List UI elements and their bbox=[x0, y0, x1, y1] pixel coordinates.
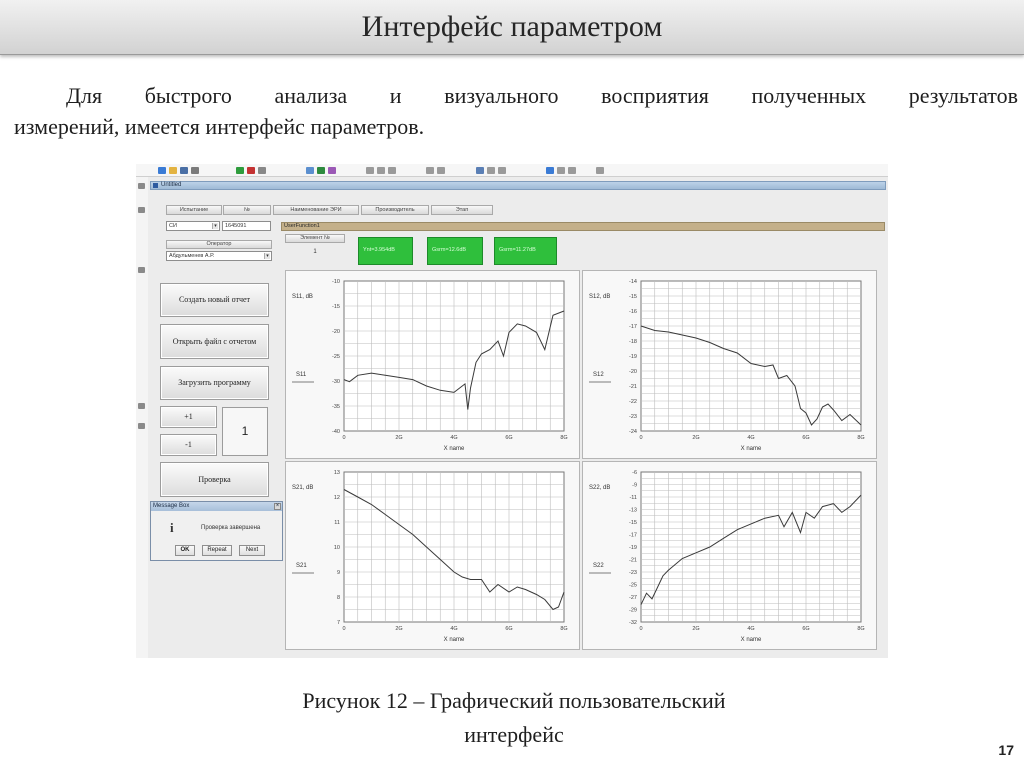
operator-label: Оператор bbox=[166, 240, 272, 249]
header-stage: Этап bbox=[431, 205, 493, 215]
plot-s11-svg bbox=[286, 271, 581, 460]
s11-x-tick-label: 2G bbox=[395, 435, 403, 441]
s21-x-tick-label: 2G bbox=[395, 626, 403, 632]
s22-x-tick-label: 8G bbox=[857, 626, 865, 632]
s21-y-tick-label: 9 bbox=[336, 570, 340, 576]
pause-icon[interactable] bbox=[258, 167, 266, 174]
s21-x-tick-label: 4G bbox=[450, 626, 458, 632]
s11-x-axis-label: X name bbox=[443, 446, 465, 452]
s21-y-axis-label: S21, dB bbox=[292, 485, 314, 491]
operator-value: Абдульменев А.Р. bbox=[169, 253, 215, 259]
undo-icon[interactable] bbox=[426, 167, 434, 174]
s11-series-label: S11 bbox=[296, 372, 307, 378]
check-button[interactable]: Проверка bbox=[160, 462, 269, 497]
align-icon[interactable] bbox=[487, 167, 495, 174]
s22-y-tick-label: -13 bbox=[629, 507, 637, 514]
indicator-1-text: Ynt=3.954dB bbox=[363, 247, 395, 253]
left-tool-strip bbox=[136, 177, 148, 658]
page-number: 17 bbox=[998, 742, 1014, 758]
s12-y-tick-label: -17 bbox=[629, 324, 637, 330]
s11-y-tick-label: -35 bbox=[332, 404, 340, 410]
s22-y-tick-label: -23 bbox=[629, 570, 637, 576]
s12-y-tick-label: -16 bbox=[629, 309, 637, 315]
userfunction-bar: UserFunction1 bbox=[281, 222, 885, 231]
s21-y-tick-label: 7 bbox=[336, 620, 340, 626]
repeat-button[interactable]: Repeat bbox=[202, 545, 232, 556]
s12-y-axis-label: S12, dB bbox=[589, 294, 611, 300]
redo-icon[interactable] bbox=[437, 167, 445, 174]
increment-button[interactable]: +1 bbox=[160, 406, 217, 428]
scroll-tool-icon[interactable] bbox=[138, 423, 145, 429]
s11-y-axis-label: S11, dB bbox=[292, 294, 313, 300]
window-title: Untitled bbox=[161, 182, 182, 188]
s12-y-tick-label: -23 bbox=[629, 414, 637, 420]
message-box bbox=[150, 501, 283, 561]
s21-x-tick-label: 0 bbox=[342, 626, 346, 632]
ok-button[interactable]: OK bbox=[175, 545, 195, 556]
s22-x-tick-label: 6G bbox=[802, 626, 810, 632]
s21-x-tick-label: 8G bbox=[560, 626, 568, 632]
test-type-value: СИ bbox=[169, 223, 177, 229]
s11-y-tick-label: -25 bbox=[332, 354, 340, 360]
paste-icon[interactable] bbox=[388, 167, 396, 174]
s22-y-tick-label: -32 bbox=[629, 620, 637, 626]
figure-caption-line-1: Рисунок 12 – Графический пользовательский bbox=[302, 688, 726, 713]
header-test: Испытание bbox=[166, 205, 222, 215]
new-file-icon[interactable] bbox=[158, 167, 166, 174]
pointer-tool-icon[interactable] bbox=[138, 183, 145, 189]
s12-y-tick-label: -18 bbox=[629, 339, 637, 345]
table-icon[interactable] bbox=[328, 167, 336, 174]
s12-y-tick-label: -19 bbox=[629, 354, 637, 360]
chevron-down-icon[interactable]: ▾ bbox=[264, 253, 270, 259]
s22-y-tick-label: -15 bbox=[629, 520, 637, 526]
slide-title: Интерфейс параметром bbox=[361, 10, 663, 43]
counter-display: 1 bbox=[222, 407, 268, 456]
load-program-button[interactable]: Загрузить программу bbox=[160, 366, 269, 400]
indicator-3-text: Gsrm=11.27dB bbox=[499, 247, 536, 253]
run-icon[interactable] bbox=[236, 167, 244, 174]
plot-panel-s21 bbox=[285, 461, 580, 650]
plot-panel-s22 bbox=[582, 461, 877, 650]
s22-x-axis-label: X name bbox=[740, 637, 762, 643]
s12-x-tick-label: 2G bbox=[692, 435, 700, 441]
s11-y-tick-label: -30 bbox=[332, 379, 340, 385]
s22-y-axis-label: S22, dB bbox=[589, 485, 611, 491]
header-number: № bbox=[223, 205, 271, 215]
chevron-down-icon[interactable]: ▾ bbox=[212, 223, 218, 229]
s22-series-label: S22 bbox=[593, 563, 604, 569]
print-icon[interactable] bbox=[191, 167, 199, 174]
app-screenshot bbox=[136, 164, 888, 658]
s22-x-tick-label: 4G bbox=[747, 626, 755, 632]
indicator-2 bbox=[427, 237, 483, 265]
window-titlebar[interactable] bbox=[150, 181, 886, 190]
text-tool-icon[interactable] bbox=[138, 207, 145, 213]
indicator-2-text: Gsrm=12.6dB bbox=[432, 247, 467, 253]
message-box-text: Проверка завершена bbox=[201, 525, 261, 531]
open-report-button[interactable]: Открыть файл с отчетом bbox=[160, 324, 269, 359]
message-box-titlebar[interactable] bbox=[151, 502, 282, 511]
s22-y-tick-label: -27 bbox=[629, 595, 637, 601]
s11-y-tick-label: -20 bbox=[332, 329, 340, 335]
open-folder-icon[interactable] bbox=[169, 167, 177, 174]
s22-x-tick-label: 0 bbox=[639, 626, 643, 632]
s12-y-tick-label: -20 bbox=[629, 369, 637, 375]
s12-x-tick-label: 0 bbox=[639, 435, 643, 441]
window-icon[interactable] bbox=[568, 167, 576, 174]
s12-series-label: S12 bbox=[593, 372, 604, 378]
s21-x-axis-label: X name bbox=[443, 637, 465, 643]
stop-icon[interactable] bbox=[247, 167, 255, 174]
s21-y-tick-label: 8 bbox=[336, 595, 340, 601]
window-icon bbox=[153, 183, 158, 188]
next-button[interactable]: Next bbox=[239, 545, 265, 556]
close-icon[interactable] bbox=[596, 167, 604, 174]
element-number-label: Элемент № bbox=[285, 234, 345, 243]
plot-s22-svg bbox=[583, 462, 878, 651]
s11-x-tick-label: 4G bbox=[450, 435, 458, 441]
save-icon[interactable] bbox=[180, 167, 188, 174]
test-type-select[interactable] bbox=[166, 221, 220, 231]
probe-tool-icon[interactable] bbox=[138, 403, 145, 409]
s11-y-tick-label: -40 bbox=[332, 429, 340, 435]
serial-number-input[interactable]: 1645091 bbox=[222, 221, 271, 231]
s12-x-tick-label: 4G bbox=[747, 435, 755, 441]
wire-tool-icon[interactable] bbox=[138, 267, 145, 273]
s22-y-tick-label: -25 bbox=[629, 582, 637, 589]
s12-y-tick-label: -21 bbox=[629, 384, 637, 390]
create-report-button[interactable]: Создать новый отчет bbox=[160, 283, 269, 317]
s12-x-axis-label: X name bbox=[740, 446, 762, 452]
zoom-icon[interactable] bbox=[476, 167, 484, 174]
plot-panel-s12 bbox=[582, 270, 877, 459]
element-number-value: 1 bbox=[313, 249, 317, 255]
s21-series-label: S21 bbox=[296, 563, 307, 569]
indicator-3 bbox=[494, 237, 557, 265]
s21-y-tick-label: 10 bbox=[333, 545, 340, 551]
indicator-1 bbox=[358, 237, 413, 265]
intro-text bbox=[14, 80, 1018, 142]
s22-y-tick-label: -6 bbox=[632, 470, 637, 476]
slide-title-bar bbox=[0, 0, 1024, 55]
figure-caption-line-2: интерфейс bbox=[464, 722, 564, 747]
header-device-name: Наименование ЭРИ bbox=[273, 205, 359, 215]
s21-y-tick-label: 13 bbox=[333, 470, 340, 476]
help-icon[interactable] bbox=[546, 167, 554, 174]
s11-x-tick-label: 0 bbox=[342, 435, 346, 441]
settings-icon[interactable] bbox=[557, 167, 565, 174]
copy-icon[interactable] bbox=[377, 167, 385, 174]
grid-icon[interactable] bbox=[498, 167, 506, 174]
s21-y-tick-label: 12 bbox=[333, 495, 340, 501]
info-icon: i bbox=[170, 520, 174, 535]
s12-y-tick-label: -15 bbox=[629, 294, 637, 300]
intro-line-1: Для быстрого анализа и визуального восприятия полученных результатов bbox=[66, 83, 1018, 108]
s12-y-tick-label: -24 bbox=[629, 429, 637, 435]
s11-x-tick-label: 6G bbox=[505, 435, 513, 441]
s22-y-tick-label: -17 bbox=[629, 532, 637, 539]
s11-y-tick-label: -10 bbox=[332, 279, 340, 285]
intro-line-2: измерений, имеется интерфейс параметров. bbox=[14, 114, 425, 139]
s21-y-tick-label: 11 bbox=[334, 520, 340, 526]
s12-y-tick-label: -14 bbox=[629, 279, 637, 285]
s12-x-tick-label: 8G bbox=[857, 435, 865, 441]
operator-select[interactable] bbox=[166, 251, 272, 261]
s22-y-tick-label: -9 bbox=[632, 482, 637, 489]
message-box-title: Message Box bbox=[153, 503, 190, 509]
close-icon[interactable]: × bbox=[275, 503, 280, 509]
s11-x-tick-label: 8G bbox=[560, 435, 568, 441]
header-manufacturer: Производитель bbox=[361, 205, 429, 215]
s22-y-tick-label: -11 bbox=[629, 495, 637, 501]
cut-icon[interactable] bbox=[366, 167, 374, 174]
s12-y-tick-label: -22 bbox=[629, 399, 637, 405]
s22-y-tick-label: -21 bbox=[629, 557, 637, 564]
plot-s21-svg bbox=[286, 462, 581, 651]
s22-y-tick-label: -19 bbox=[629, 545, 637, 551]
plot-s12-svg bbox=[583, 271, 878, 460]
s12-x-tick-label: 6G bbox=[802, 435, 810, 441]
s21-x-tick-label: 6G bbox=[505, 626, 513, 632]
s22-x-tick-label: 2G bbox=[692, 626, 700, 632]
step-icon[interactable] bbox=[306, 167, 314, 174]
s22-y-tick-label: -29 bbox=[629, 607, 637, 614]
graph-icon[interactable] bbox=[317, 167, 325, 174]
plot-panel-s11 bbox=[285, 270, 580, 459]
app-toolbar bbox=[136, 164, 888, 177]
s11-y-tick-label: -15 bbox=[332, 304, 340, 310]
decrement-button[interactable]: -1 bbox=[160, 434, 217, 456]
